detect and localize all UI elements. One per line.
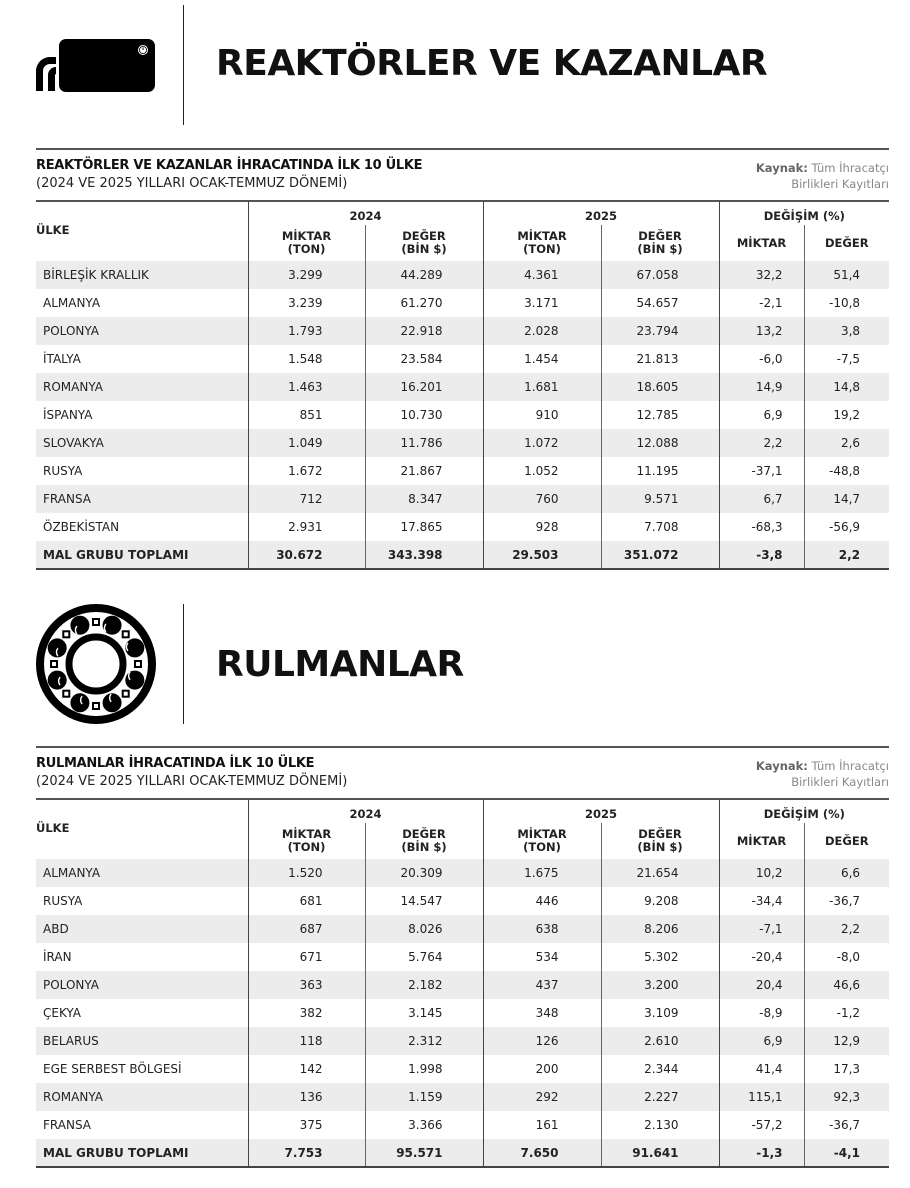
cell-qty-2025: 1.675: [483, 859, 601, 887]
cell-qty-2025: 292: [483, 1083, 601, 1111]
cell-qty-2025: 1.072: [483, 429, 601, 457]
cell-val-2024: 44.289: [365, 261, 483, 289]
cell-qty-2025: 1.052: [483, 457, 601, 485]
table-row: [36, 373, 889, 401]
cell-qty-2024: 851: [248, 401, 365, 429]
cell-val-2024: 95.571: [365, 1139, 483, 1167]
cell-qty-2024: 671: [248, 943, 365, 971]
cell-country: ALMANYA: [36, 859, 248, 887]
bearing-ball: [48, 671, 67, 690]
cell-val-2024: 16.201: [365, 373, 483, 401]
header-val-label: DEĞER: [402, 229, 446, 243]
cell-val-2024: 10.730: [365, 401, 483, 429]
source-line1: Tüm İhracatçı: [811, 161, 889, 175]
cell-qty-2025: 638: [483, 915, 601, 943]
cell-qty-2024: 375: [248, 1111, 365, 1139]
header-change: DEĞİŞİM (%): [719, 799, 889, 823]
cell-change-val: -36,7: [804, 887, 889, 915]
cell-change-val: 3,8: [804, 317, 889, 345]
cell-val-2024: 20.309: [365, 859, 483, 887]
table-row: [36, 485, 889, 513]
table-row: [36, 1083, 889, 1111]
header-val-unit: (BİN $): [637, 242, 683, 256]
header-qty-label: MİKTAR: [281, 229, 332, 243]
cell-change-val: 92,3: [804, 1083, 889, 1111]
cell-change-val: 2,6: [804, 429, 889, 457]
header-val-unit: (BİN $): [637, 840, 683, 854]
cell-val-2025: 2.344: [601, 1055, 719, 1083]
cell-qty-2024: 7.753: [248, 1139, 365, 1167]
cell-qty-2025: 2.028: [483, 317, 601, 345]
cell-country: ABD: [36, 915, 248, 943]
cell-change-qty: -20,4: [719, 943, 804, 971]
header-qty-unit: (TON): [523, 840, 561, 854]
table-subtitle: (2024 VE 2025 YILLARI OCAK-TEMMUZ DÖNEMİ): [36, 774, 348, 789]
cell-val-2025: 91.641: [601, 1139, 719, 1167]
cell-country: POLONYA: [36, 317, 248, 345]
cell-change-val: 51,4: [804, 261, 889, 289]
table-row: [36, 261, 889, 289]
cell-change-qty: -7,1: [719, 915, 804, 943]
cell-qty-2024: 1.520: [248, 859, 365, 887]
header-year-2025: 2025: [483, 201, 719, 225]
cell-change-qty: -37,1: [719, 457, 804, 485]
table-title: REAKTÖRLER VE KAZANLAR İHRACATINDA İLK 10 ÜLKE: [36, 158, 423, 173]
cell-country: RUSYA: [43, 894, 83, 908]
header-change-qty: MİKTAR: [719, 823, 804, 859]
total-row: [36, 1139, 889, 1167]
cell-val-2025: 18.605: [601, 373, 719, 401]
cell-val-2025: 351.072: [601, 541, 719, 569]
cell-val-2024: 8.347: [365, 485, 483, 513]
cell-val-2024: 14.547: [365, 887, 483, 915]
bearing-icon: [34, 604, 158, 724]
cell-val-2024: 17.865: [365, 513, 483, 541]
cell-country: ÖZBEKİSTAN: [43, 520, 120, 534]
header-qty-2024: [248, 225, 365, 261]
cell-qty-2025: 29.503: [483, 541, 601, 569]
section-title: REAKTÖRLER VE KAZANLAR: [216, 43, 768, 84]
cell-val-2024: 1.998: [365, 1055, 483, 1083]
cell-country: FRANSA: [36, 485, 248, 513]
cell-country: MAL GRUBU TOPLAMI: [36, 1139, 248, 1167]
cell-change-val: 19,2: [804, 401, 889, 429]
cell-change-val: 14,7: [804, 485, 889, 513]
cell-country: FRANSA: [43, 1118, 91, 1132]
cell-val-2024: 21.867: [365, 457, 483, 485]
cell-val-2024: 8.026: [365, 915, 483, 943]
cage-spacer: [135, 661, 141, 667]
header-qty-unit: (TON): [523, 242, 561, 256]
section-header-bearings: [0, 604, 910, 724]
cell-change-val: 2,2: [804, 541, 889, 569]
cell-val-2025: 7.708: [601, 513, 719, 541]
cell-val-2025: 11.195: [601, 457, 719, 485]
cell-val-2025: 12.088: [601, 429, 719, 457]
cell-qty-2025: 928: [483, 513, 601, 541]
cell-change-qty: 6,9: [719, 401, 804, 429]
cell-qty-2024: 2.931: [248, 513, 365, 541]
cell-qty-2025: 3.171: [483, 289, 601, 317]
cell-val-2025: 8.206: [601, 915, 719, 943]
cell-qty-2025: 126: [483, 1027, 601, 1055]
cell-val-2024: 22.918: [365, 317, 483, 345]
cell-change-qty: 32,2: [719, 261, 804, 289]
cell-qty-2025: 437: [483, 971, 601, 999]
cell-country: EGE SERBEST BÖLGESİ: [43, 1062, 182, 1076]
cell-val-2024: 2.182: [365, 971, 483, 999]
bearing-ball: [125, 638, 144, 657]
cell-change-val: -56,9: [804, 513, 889, 541]
cell-qty-2025: 534: [483, 943, 601, 971]
header-change: DEĞİŞİM (%): [719, 201, 889, 225]
cell-change-qty: -34,4: [719, 887, 804, 915]
cell-qty-2025: 760: [483, 485, 601, 513]
boiler-icon: [34, 5, 158, 125]
cell-val-2025: 12.785: [601, 401, 719, 429]
cell-country: ALMANYA: [43, 296, 101, 310]
table-row: [36, 971, 889, 999]
header-country: ÜLKE: [36, 799, 248, 859]
cell-change-val: -4,1: [804, 1139, 889, 1167]
cell-qty-2024: 1.548: [248, 345, 365, 373]
cell-qty-2024: 681: [248, 887, 365, 915]
cell-val-2024: 343.398: [365, 541, 483, 569]
cell-qty-2024: 1.793: [248, 317, 365, 345]
cell-change-qty: 13,2: [719, 317, 804, 345]
cell-change-val: 14,8: [804, 373, 889, 401]
source-line2: Birlikleri Kayıtları: [791, 177, 889, 191]
table-title: RULMANLAR İHRACATINDA İLK 10 ÜLKE: [36, 756, 315, 771]
table-row: [36, 317, 889, 345]
cell-val-2024: 3.145: [365, 999, 483, 1027]
header-qty-unit: (TON): [287, 840, 326, 854]
cell-val-2025: 3.109: [601, 999, 719, 1027]
cell-change-qty: -6,0: [719, 345, 804, 373]
cage-spacer: [63, 631, 69, 637]
cell-qty-2024: 3.299: [248, 261, 365, 289]
cell-change-val: 12,9: [804, 1027, 889, 1055]
cell-val-2024: 2.312: [365, 1027, 483, 1055]
cell-change-val: -1,2: [804, 999, 889, 1027]
header-change-val: DEĞER: [804, 823, 889, 859]
header-qty-2025: [483, 225, 601, 261]
cell-change-val: 2,2: [804, 915, 889, 943]
header-year-2025: 2025: [483, 799, 719, 823]
table-row: [36, 1027, 889, 1055]
cell-change-qty: -57,2: [719, 1111, 804, 1139]
cell-change-qty: -8,9: [719, 999, 804, 1027]
cell-val-2025: 21.654: [601, 859, 719, 887]
bearing-ball: [70, 693, 89, 712]
cell-val-2025: 67.058: [601, 261, 719, 289]
table-row: [36, 1055, 889, 1083]
table-row: [36, 513, 889, 541]
header-qty-label: MİKTAR: [281, 827, 332, 841]
cell-qty-2024: 687: [248, 915, 365, 943]
cage-spacer: [123, 691, 129, 697]
cell-change-val: -10,8: [804, 289, 889, 317]
cell-change-qty: -3,8: [719, 541, 804, 569]
cell-change-qty: -1,3: [719, 1139, 804, 1167]
cell-val-2025: 9.208: [601, 887, 719, 915]
cage-spacer: [63, 691, 69, 697]
cell-change-qty: -2,1: [719, 289, 804, 317]
header-divider: [183, 5, 184, 125]
cell-qty-2024: 382: [248, 999, 365, 1027]
cell-country: RUSYA: [43, 464, 83, 478]
cell-change-qty: 6,9: [719, 1027, 804, 1055]
top-rule: [36, 746, 889, 748]
header-qty-label: MİKTAR: [517, 229, 567, 243]
header-qty-2024: [248, 823, 365, 859]
header-val-label: DEĞER: [402, 827, 446, 841]
cell-val-2024: 23.584: [365, 345, 483, 373]
header-val-label: DEĞER: [638, 229, 682, 243]
cell-val-2025: 5.302: [601, 943, 719, 971]
cell-country: SLOVAKYA: [36, 429, 248, 457]
cell-country: ROMANYA: [36, 1083, 248, 1111]
table-body: [36, 859, 889, 1167]
bearing-ball: [70, 616, 89, 635]
cell-qty-2024: 363: [248, 971, 365, 999]
cell-change-qty: 14,9: [719, 373, 804, 401]
source-note: [756, 758, 889, 790]
source-line1: Tüm İhracatçı: [811, 759, 889, 773]
cell-country: İRAN: [43, 950, 72, 964]
header-country: ÜLKE: [36, 201, 248, 261]
table-row: [36, 859, 889, 887]
cell-val-2025: 54.657: [601, 289, 719, 317]
cell-change-qty: 41,4: [719, 1055, 804, 1083]
header-val-2024: [365, 823, 483, 859]
cell-change-qty: -68,3: [719, 513, 804, 541]
cell-val-2025: 9.571: [601, 485, 719, 513]
cell-country: BELARUS: [36, 1027, 248, 1055]
cell-qty-2025: 446: [483, 887, 601, 915]
cage-spacer: [123, 631, 129, 637]
bearing-ball: [103, 693, 122, 712]
cage-spacer: [93, 619, 99, 625]
cell-country: ROMANYA: [36, 373, 248, 401]
cage-spacer: [93, 703, 99, 709]
cell-qty-2025: 161: [483, 1111, 601, 1139]
table-row: [36, 999, 889, 1027]
cell-change-val: -7,5: [804, 345, 889, 373]
cell-qty-2025: 910: [483, 401, 601, 429]
table-subtitle: (2024 VE 2025 YILLARI OCAK-TEMMUZ DÖNEMİ): [36, 176, 348, 191]
cell-qty-2024: 30.672: [248, 541, 365, 569]
cell-country: İSPANYA: [43, 408, 93, 422]
source-line2: Birlikleri Kayıtları: [791, 775, 889, 789]
cell-qty-2024: 142: [248, 1055, 365, 1083]
cell-change-val: -48,8: [804, 457, 889, 485]
header-val-2025: [601, 823, 719, 859]
cell-qty-2024: 1.672: [248, 457, 365, 485]
header-year-2024: 2024: [248, 201, 483, 225]
cell-country: BİRLEŞİK KRALLIK: [36, 261, 248, 289]
table-row: [36, 345, 889, 373]
cell-country: ÇEKYA: [43, 1006, 82, 1020]
cell-val-2025: 3.200: [601, 971, 719, 999]
section-title: RULMANLAR: [216, 644, 464, 685]
header-qty-unit: (TON): [287, 242, 326, 256]
source-label: Kaynak:: [755, 759, 808, 773]
cell-country: POLONYA: [36, 971, 248, 999]
table-row: [36, 401, 889, 429]
cell-change-val: -8,0: [804, 943, 889, 971]
cell-qty-2024: 1.463: [248, 373, 365, 401]
cell-qty-2024: 118: [248, 1027, 365, 1055]
cell-qty-2024: 136: [248, 1083, 365, 1111]
cell-qty-2025: 1.681: [483, 373, 601, 401]
cell-val-2024: 1.159: [365, 1083, 483, 1111]
cell-change-qty: 10,2: [719, 859, 804, 887]
cell-qty-2024: 1.049: [248, 429, 365, 457]
source-label: Kaynak:: [755, 161, 808, 175]
export-table: [36, 200, 889, 570]
cell-change-qty: 6,7: [719, 485, 804, 513]
section-header-reactors: [0, 5, 910, 125]
cell-change-qty: 115,1: [719, 1083, 804, 1111]
cell-change-val: 6,6: [804, 859, 889, 887]
header-val-2025: [601, 225, 719, 261]
table-body: [36, 261, 889, 569]
cell-qty-2025: 1.454: [483, 345, 601, 373]
cell-val-2025: 2.130: [601, 1111, 719, 1139]
cell-qty-2025: 348: [483, 999, 601, 1027]
header-qty-2025: [483, 823, 601, 859]
table-row: [36, 943, 889, 971]
cell-val-2025: 23.794: [601, 317, 719, 345]
cell-country: MAL GRUBU TOPLAMI: [36, 541, 248, 569]
table-row: [36, 915, 889, 943]
header-change-qty: MİKTAR: [719, 225, 804, 261]
cell-val-2024: 61.270: [365, 289, 483, 317]
cell-change-val: 17,3: [804, 1055, 889, 1083]
table-row: [36, 289, 889, 317]
table-row: [36, 887, 889, 915]
cage-spacer: [51, 661, 57, 667]
cell-val-2025: 21.813: [601, 345, 719, 373]
cell-val-2024: 3.366: [365, 1111, 483, 1139]
header-val-unit: (BİN $): [401, 242, 447, 256]
header-val-unit: (BİN $): [401, 840, 447, 854]
cell-change-qty: 2,2: [719, 429, 804, 457]
cell-qty-2025: 200: [483, 1055, 601, 1083]
header-qty-label: MİKTAR: [517, 827, 567, 841]
cell-country: İTALYA: [43, 352, 81, 366]
header-divider: [183, 604, 184, 724]
header-val-label: DEĞER: [638, 827, 682, 841]
top-rule: [36, 148, 889, 150]
cell-val-2025: 2.227: [601, 1083, 719, 1111]
cell-qty-2025: 4.361: [483, 261, 601, 289]
header-year-2024: 2024: [248, 799, 483, 823]
cell-qty-2024: 3.239: [248, 289, 365, 317]
total-row: [36, 541, 889, 569]
export-table: [36, 798, 889, 1168]
header-change-val: DEĞER: [804, 225, 889, 261]
cell-change-qty: 20,4: [719, 971, 804, 999]
cell-val-2024: 5.764: [365, 943, 483, 971]
cell-val-2025: 2.610: [601, 1027, 719, 1055]
source-note: [756, 160, 889, 192]
cell-change-val: 46,6: [804, 971, 889, 999]
table-row: [36, 457, 889, 485]
table-row: [36, 1111, 889, 1139]
cell-val-2024: 11.786: [365, 429, 483, 457]
bearing-ball: [125, 671, 144, 690]
table-row: [36, 429, 889, 457]
header-val-2024: [365, 225, 483, 261]
cell-qty-2025: 7.650: [483, 1139, 601, 1167]
cell-change-val: -36,7: [804, 1111, 889, 1139]
cell-qty-2024: 712: [248, 485, 365, 513]
